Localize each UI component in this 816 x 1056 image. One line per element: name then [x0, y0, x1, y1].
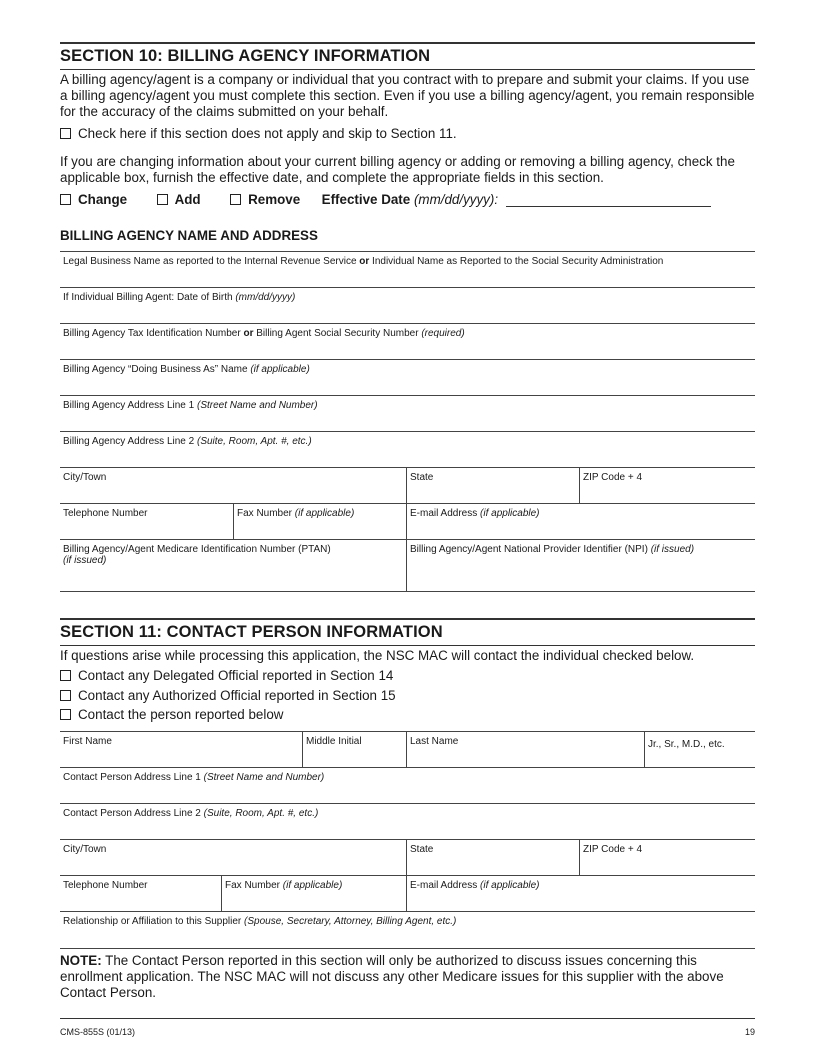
contact-phone-field[interactable]: Telephone Number — [63, 880, 148, 891]
first-name-field[interactable]: First Name — [63, 736, 112, 747]
skip-section-checkbox[interactable]: Check here if this section does not apply and skip to Section 11. — [60, 126, 755, 142]
form-id: CMS-855S (01/13) — [60, 1027, 136, 1037]
contact-delegated-official-checkbox[interactable]: Contact any Delegated Official reported in Section 14 — [60, 668, 755, 684]
legal-name-field[interactable]: Legal Business Name as reported to the Internal Revenue Service or Individual Name as Reported to the Social Security Administration — [60, 251, 755, 288]
section-10-intro: A billing agency/agent is a company or individual that you contract with to prepare and submit your claims. If you use a billing agency/agent you must complete this section. Even if you use a billing agency/agent, you remain responsible for the accuracy of the claims submitted on your behalf. — [60, 72, 755, 119]
contact-note: NOTE: The Contact Person reported in this section will only be authorized to discuss issues concerning this enrollment application. The NSC MAC will not discuss any other Medicare issues for this supplier with the above Contact Person. — [60, 953, 724, 1000]
change-instructions: If you are changing information about your current billing agency or adding or removing a billing agency, check the applicable box, furnish the effective date, and complete the appropriate fields in this section. — [60, 154, 735, 185]
change-options — [60, 192, 755, 208]
section-11-intro: If questions arise while processing this application, the NSC MAC will contact the individual checked below. — [60, 648, 695, 663]
billing-npi-field[interactable]: Billing Agency/Agent National Provider Identifier (NPI) (if issued) — [406, 540, 756, 591]
contact-state-field[interactable]: State — [406, 840, 580, 876]
checkbox-icon[interactable] — [60, 194, 71, 205]
billing-city-state-zip-row — [60, 467, 755, 504]
contact-email-field[interactable]: E-mail Address (if applicable) — [406, 876, 756, 912]
effective-date-label: Effective Date — [321, 192, 411, 207]
contact-city-field[interactable]: City/Town — [63, 844, 107, 855]
contact-zip-field[interactable]: ZIP Code + 4 — [579, 840, 756, 876]
tin-field[interactable]: Billing Agency Tax Identification Number or Billing Agent Social Security Number (required) — [60, 323, 755, 360]
billing-zip-field[interactable]: ZIP Code + 4 — [579, 468, 756, 504]
contact-person-below-checkbox[interactable]: Contact the person reported below — [60, 707, 755, 723]
contact-address-line1-field[interactable]: Contact Person Address Line 1 (Street Name and Number) — [60, 767, 755, 804]
billing-phone-fax-email-row — [60, 503, 755, 540]
contact-name-row — [60, 731, 755, 768]
page-footer — [60, 1018, 755, 1037]
billing-phone-field[interactable]: Telephone Number — [63, 508, 148, 519]
contact-city-state-zip-row — [60, 839, 755, 876]
checkbox-icon[interactable] — [60, 709, 71, 720]
remove-checkbox[interactable]: Remove — [230, 192, 300, 207]
billing-fax-field[interactable]: Fax Number (if applicable) — [233, 504, 407, 540]
contact-authorized-official-checkbox[interactable]: Contact any Authorized Official reported in Section 15 — [60, 688, 755, 704]
checkbox-icon[interactable] — [60, 670, 71, 681]
checkbox-icon[interactable] — [230, 194, 241, 205]
checkbox-icon[interactable] — [157, 194, 168, 205]
relationship-field[interactable]: Relationship or Affiliation to this Supplier (Spouse, Secretary, Attorney, Billing Agent, etc.) — [60, 911, 755, 949]
section-11-title: SECTION 11: CONTACT PERSON INFORMATION — [60, 618, 755, 642]
billing-state-field[interactable]: State — [406, 468, 580, 504]
billing-address-line2-field[interactable]: Billing Agency Address Line 2 (Suite, Room, Apt. #, etc.) — [60, 431, 755, 468]
effective-date-input[interactable] — [506, 194, 711, 207]
billing-city-field[interactable]: City/Town — [63, 472, 107, 483]
last-name-field[interactable]: Last Name — [406, 732, 645, 768]
contact-fax-field[interactable]: Fax Number (if applicable) — [221, 876, 407, 912]
dba-field[interactable]: Billing Agency “Doing Business As” Name (if applicable) — [60, 359, 755, 396]
checkbox-icon[interactable] — [60, 128, 71, 139]
page-number: 19 — [744, 1027, 755, 1037]
dob-field[interactable]: If Individual Billing Agent: Date of Birth (mm/dd/yyyy) — [60, 287, 755, 324]
billing-ptan-npi-row — [60, 539, 755, 592]
effective-date-format: (mm/dd/yyyy): — [413, 192, 499, 207]
billing-address-line1-field[interactable]: Billing Agency Address Line 1 (Street Name and Number) — [60, 395, 755, 432]
add-checkbox[interactable]: Add — [157, 192, 201, 207]
billing-email-field[interactable]: E-mail Address (if applicable) — [406, 504, 756, 540]
middle-initial-field[interactable]: Middle Initial — [302, 732, 407, 768]
change-checkbox[interactable]: Change — [60, 192, 127, 207]
checkbox-icon[interactable] — [60, 690, 71, 701]
contact-address-line2-field[interactable]: Contact Person Address Line 2 (Suite, Room, Apt. #, etc.) — [60, 803, 755, 840]
contact-phone-fax-email-row — [60, 875, 755, 912]
section-10-title: SECTION 10: BILLING AGENCY INFORMATION — [60, 42, 755, 66]
name-suffix-field[interactable]: Jr., Sr., M.D., etc. — [644, 732, 756, 768]
billing-name-address-title: BILLING AGENCY NAME AND ADDRESS — [60, 228, 318, 243]
billing-ptan-field[interactable]: Billing Agency/Agent Medicare Identification Number (PTAN) (if issued) — [63, 544, 331, 566]
